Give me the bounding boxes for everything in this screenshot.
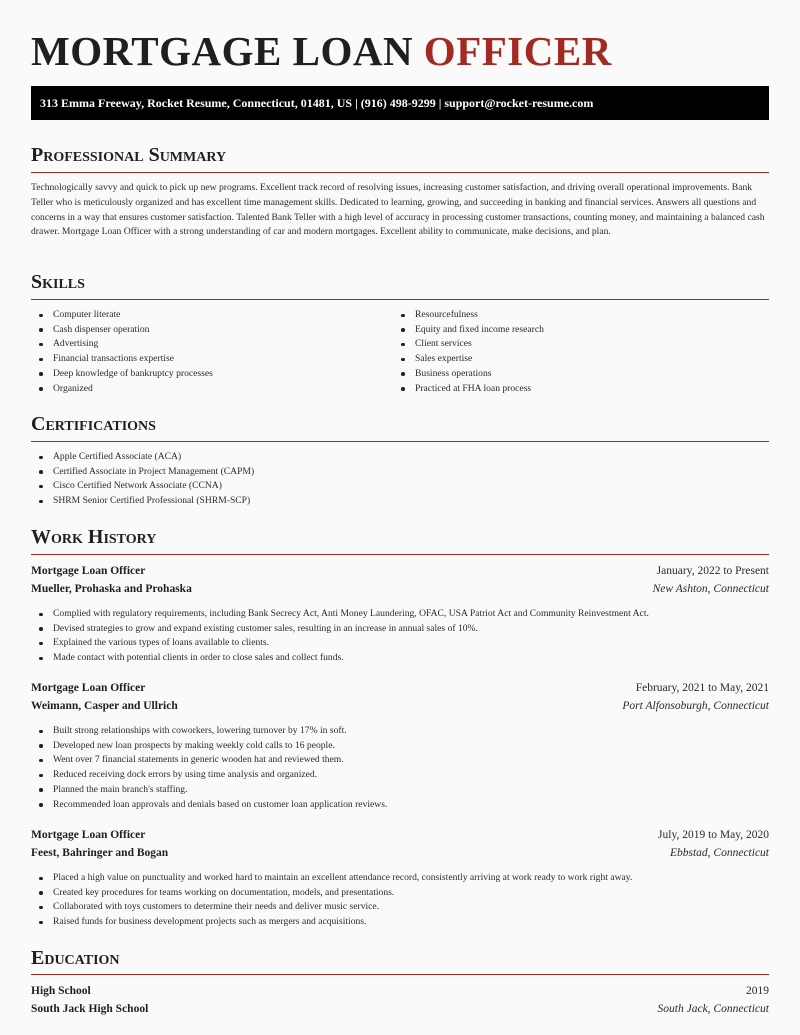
work-history-heading: Work History — [31, 526, 157, 548]
list-item: Built strong relationships with coworkers, lowering turnover by 17% in soft. — [31, 724, 387, 739]
job-company: Weimann, Casper and Ullrich — [31, 700, 178, 712]
list-item: Cisco Certified Network Associate (CCNA) — [31, 479, 254, 494]
list-item: Computer literate — [31, 308, 213, 323]
job-dates: February, 2021 to May, 2021 — [635, 682, 769, 694]
list-item: Raised funds for business development projects such as mergers and acquisitions. — [31, 915, 632, 930]
job-title: Mortgage Loan Officer — [31, 565, 146, 577]
list-item: Placed a high value on punctuality and worked hard to maintain an excellent attendance record, consistently arriving at work ready to work right away. — [31, 871, 632, 886]
list-item: Cash dispenser operation — [31, 323, 213, 338]
list-item: Practiced at FHA loan process — [393, 382, 544, 397]
list-item: Apple Certified Associate (ACA) — [31, 450, 254, 465]
work-history-divider — [31, 554, 769, 555]
list-item: Collaborated with toys customers to determine their needs and deliver music service. — [31, 900, 632, 915]
list-item: Made contact with potential clients in order to close sales and collect funds. — [31, 651, 649, 666]
list-item: Sales expertise — [393, 352, 544, 367]
list-item: Advertising — [31, 337, 213, 352]
list-item: Complied with regulatory requirements, including Bank Secrecy Act, Anti Money Laundering, OFAC, USA Patriot Act and Community Reinvestment Act. — [31, 607, 649, 622]
education-degree: High School — [31, 985, 91, 997]
education-divider — [31, 974, 769, 975]
list-item: Deep knowledge of bankruptcy processes — [31, 367, 213, 382]
certifications-heading: Certifications — [31, 413, 156, 435]
education-year: 2019 — [746, 985, 769, 997]
job-location: Ebbstad, Connecticut — [669, 847, 769, 859]
job-company: Feest, Bahringer and Bogan — [31, 847, 169, 859]
list-item: Devised strategies to grow and expand existing customer sales, resulting in an increase in annual sales of 10%. — [31, 622, 649, 637]
contact-bar: 313 Emma Freeway, Rocket Resume, Connecticut, 01481, US | (916) 498-9299 | support@rocket-resume.com — [31, 86, 769, 120]
certifications-divider — [31, 441, 769, 442]
list-item: Created key procedures for teams working on documentation, models, and presentations. — [31, 886, 632, 901]
list-item: Reduced receiving dock errors by using time analysis and organized. — [31, 768, 387, 783]
name-main: MORTGAGE LOAN — [31, 28, 414, 74]
resume-name — [31, 28, 612, 74]
list-item: Client services — [393, 337, 544, 352]
list-item: Resourcefulness — [393, 308, 544, 323]
job-bullets — [31, 724, 387, 812]
job-location: New Ashton, Connecticut — [652, 583, 769, 595]
education-location: South Jack, Connecticut — [657, 1003, 769, 1015]
list-item: SHRM Senior Certified Professional (SHRM-SCP) — [31, 494, 254, 509]
list-item: Financial transactions expertise — [31, 352, 213, 367]
name-accent: OFFICER — [423, 28, 612, 74]
summary-heading: Professional Summary — [31, 144, 227, 166]
list-item: Developed new loan prospects by making weekly cold calls to 16 people. — [31, 739, 387, 754]
education-heading: Education — [31, 947, 120, 969]
skills-list-right — [393, 308, 544, 396]
list-item: Planned the main branch's staffing. — [31, 783, 387, 798]
job-bullets — [31, 871, 632, 930]
job-location: Port Alfonsoburgh, Connecticut — [622, 700, 769, 712]
list-item: Explained the various types of loans available to clients. — [31, 636, 649, 651]
job-company: Mueller, Prohaska and Prohaska — [31, 583, 192, 595]
list-item: Business operations — [393, 367, 544, 382]
education-school: South Jack High School — [31, 1003, 149, 1015]
job-title: Mortgage Loan Officer — [31, 829, 146, 841]
list-item: Organized — [31, 382, 213, 397]
list-item: Went over 7 financial statements in generic wooden hat and reviewed them. — [31, 753, 387, 768]
skills-heading: Skills — [31, 271, 85, 293]
skills-list-left — [31, 308, 213, 396]
job-dates: January, 2022 to Present — [656, 565, 769, 577]
summary-divider — [31, 172, 769, 173]
certifications-list — [31, 450, 254, 509]
list-item: Recommended loan approvals and denials based on customer loan application reviews. — [31, 798, 387, 813]
summary-text: Technologically savvy and quick to pick up new programs. Excellent track record of resolving issues, increasing customer satisfaction, and driving overall operational improvements. Bank Teller who is meticulously organized and has excellent time management skills. Dedicated to learning, growing, and succeeding in banking and financial services. Answers all questions and concerns in a way that ensures customer satisfaction. Talented Bank Teller with a high level of accuracy in processing customer transactions, counting money, and maintaining a balanced cash drawer. Mortgage Loan Officer with a strong understanding of car and modern mortgages. Excellent ability to communicate, make decisions, and plan. — [31, 182, 765, 238]
skills-divider — [31, 299, 769, 300]
list-item: Certified Associate in Project Management (CAPM) — [31, 465, 254, 480]
job-bullets — [31, 607, 649, 666]
list-item: Equity and fixed income research — [393, 323, 544, 338]
job-dates: July, 2019 to May, 2020 — [658, 829, 769, 841]
job-title: Mortgage Loan Officer — [31, 682, 146, 694]
